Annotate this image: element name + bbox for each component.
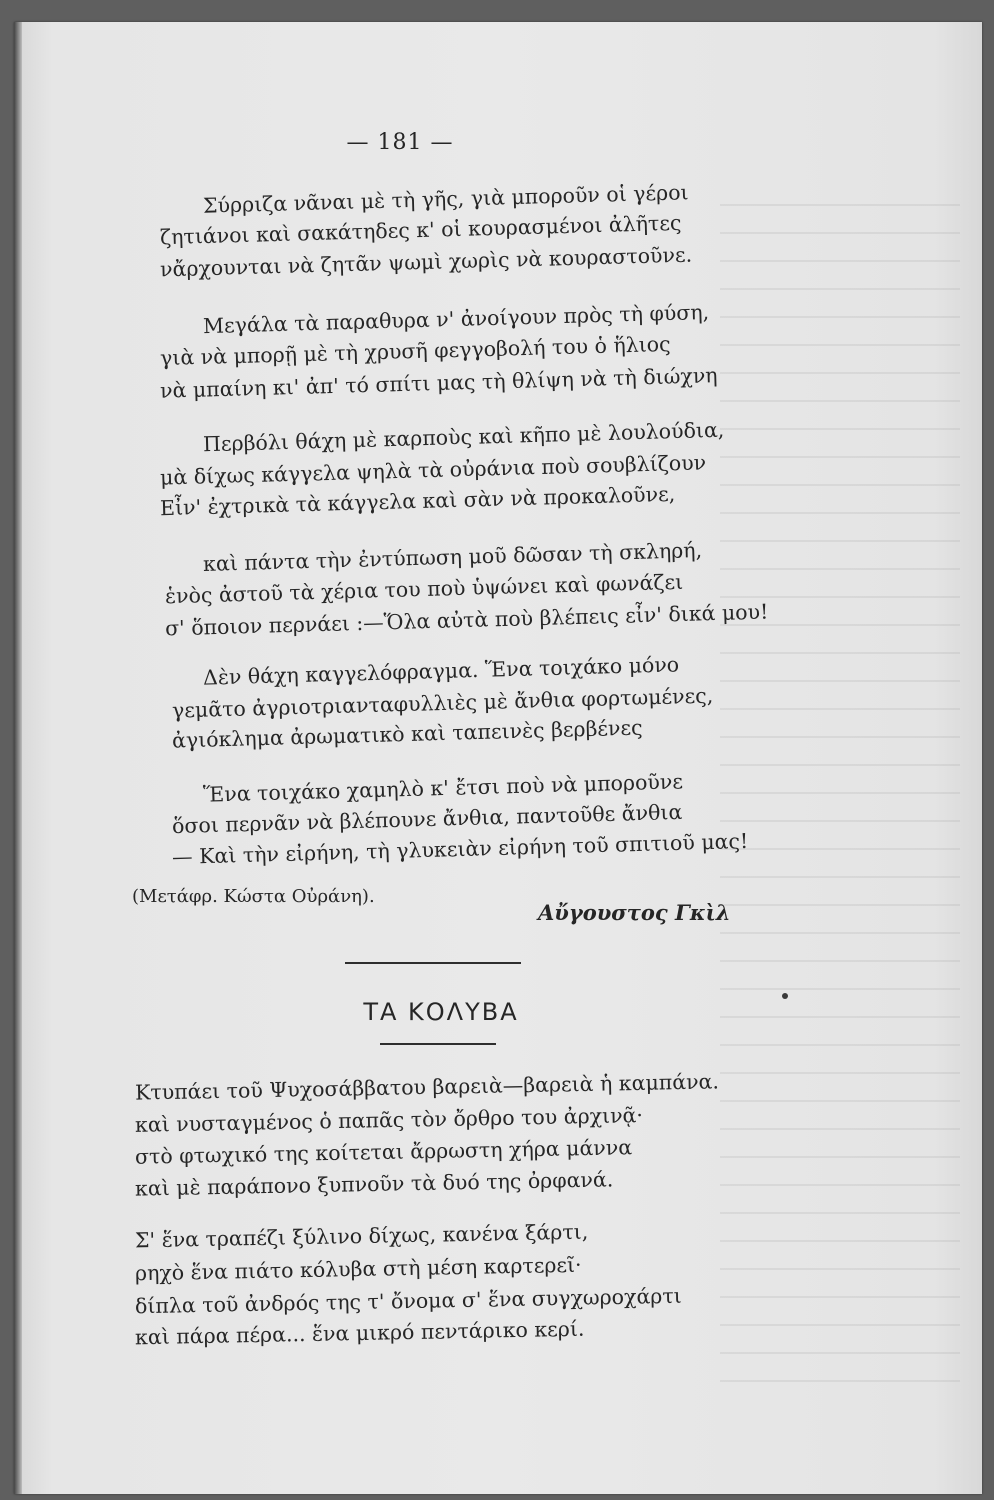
poem-line: Δὲν θάχη καγγελόφραγμα. Ἕνα τοιχάκο μόνο bbox=[202, 652, 680, 690]
poem-line: καὶ μὲ παράπονο ξυπνοῦν τὰ δυό της ὀρφανά. bbox=[134, 1167, 614, 1201]
poem-line: ὅσοι περνᾶν νὰ βλέπουνε ἄνθια, παντοῦθε ἄνθια bbox=[171, 799, 683, 839]
poem-line: Σύρριζα νᾶναι μὲ τὴ γῆς, γιὰ μποροῦν οἱ γέροι bbox=[202, 180, 689, 218]
section-divider bbox=[345, 962, 521, 964]
poem-line: νἄρχουνται νὰ ζητᾶν ψωμὶ χωρὶς νὰ κουραστοῦνε. bbox=[159, 242, 693, 282]
poem-line: Σ' ἕνα τραπέζι ξύλινο δίχως, κανένα ξάρτι, bbox=[134, 1219, 589, 1253]
poem-line: καὶ πάντα τὴν ἐντύπωση μοῦ δῶσαν τὴ σκληρή, bbox=[202, 538, 703, 576]
poem-line: ζητιάνοι καὶ σακάτηδες κ' οἱ κουρασμένοι ἀλῆτες bbox=[159, 210, 682, 250]
poem-line: — Καὶ τὴν εἰρήνη, τὴ γλυκειὰν εἰρήνη τοῦ σπιτιοῦ μας! bbox=[171, 828, 749, 870]
poem-line: νὰ μπαίνη κι' ἀπ' τό σπίτι μας τὴ θλίψη νὰ τὴ διώχνη bbox=[159, 363, 718, 403]
page-number: — 181 — bbox=[346, 130, 454, 155]
poem-line: Εἶν' ἐχτρικὰ τὰ κάγγελα καὶ σὰν νὰ προκαλοῦνε, bbox=[159, 481, 676, 521]
poem-line: γιὰ νὰ μπορῇ μὲ τὴ χρυσῆ φεγγοβολή του ὁ ἥλιος bbox=[159, 331, 671, 371]
show-through-text bbox=[720, 190, 960, 1390]
poem-line: Κτυπάει τοῦ Ψυχοσάββατου βαρειὰ—βαρειὰ ἡ καμπάνα. bbox=[134, 1069, 720, 1105]
poem-title: ΤΑ ΚΟΛΥΒΑ bbox=[363, 998, 519, 1026]
ink-speck bbox=[782, 993, 788, 999]
poem-line: μὰ δίχως κάγγελα ψηλὰ τὰ οὐράνια ποὺ σουβλίζουν bbox=[159, 450, 707, 490]
book-gutter bbox=[14, 22, 22, 1494]
poem-line: δίπλα τοῦ ἀνδρός της τ' ὄνομα σ' ἕνα συγχωροχάρτι bbox=[134, 1283, 682, 1319]
poem-line: καὶ νυσταγμένος ὁ παπᾶς τὸν ὄρθρο του ἀρχινᾷ· bbox=[134, 1103, 644, 1137]
poem-line: ἀγιόκλημα ἀρωματικὸ καὶ ταπεινὲς βερβένες bbox=[171, 715, 643, 753]
poem-line: στὸ φτωχικό της κοίτεται ἄρρωστη χήρα μάννα bbox=[134, 1135, 633, 1169]
translator-credit: (Μετάφρ. Κώστα Οὐράνη). bbox=[132, 886, 375, 907]
title-underline bbox=[380, 1043, 496, 1045]
poem-line: καὶ πάρα πέρα... ἕνα μικρό πεντάρικο κερί. bbox=[134, 1316, 585, 1350]
poem-line: Μεγάλα τὰ παραθυρα ν' ἀνοίγουν πρὸς τὴ φύση, bbox=[202, 299, 710, 339]
poem-line: ρηχὸ ἕνα πιάτο κόλυβα στὴ μέση καρτερεῖ· bbox=[134, 1252, 582, 1286]
poem-author: Αὔγουστος Γκὶλ bbox=[538, 900, 731, 925]
poem-line: σ' ὅποιον περνάει :—Ὅλα αὐτὰ ποὺ βλέπεις εἶν' δικά μου! bbox=[164, 599, 769, 641]
poem-line: Ἕνα τοιχάκο χαμηλὸ κ' ἔτσι ποὺ νὰ μποροῦνε bbox=[202, 769, 684, 807]
poem-line: Περβόλι θάχη μὲ καρποὺς καὶ κῆπο μὲ λουλούδια, bbox=[202, 417, 725, 457]
poem-line: ἑνὸς ἀστοῦ τὰ χέρια του ποὺ ὑψώνει καὶ φωνάζει bbox=[164, 569, 684, 609]
poem-line: γεμᾶτο ἀγριοτριανταφυλλιὲς μὲ ἄνθια φορτωμένες, bbox=[171, 683, 714, 723]
